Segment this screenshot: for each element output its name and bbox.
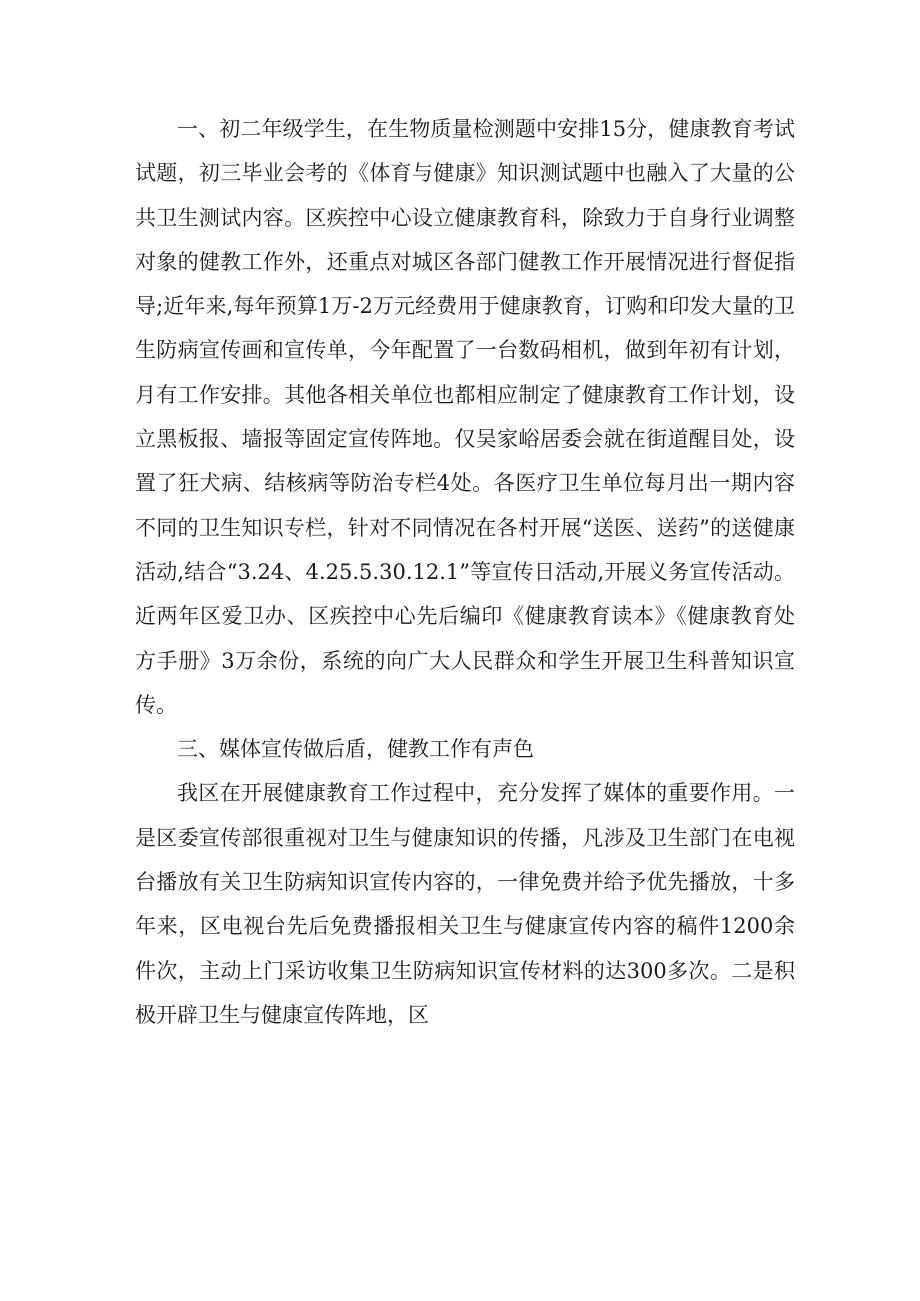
paragraph-health-education-activities: 一、初二年级学生，在生物质量检测题中安排15分，健康教育考试试题，初三毕业会考的《体育与健康》知识测试题中也融入了大量的公共卫生测试内容。区疾控中心设立健康教育科，除致力于自身行业调整对象的健教工作外，还重点对城区各部门健教工作开展情况进行督促指导;近年来,每年预算1万-2万元经费用于健康教育，订购和印发大量的卫生防病宣传画和宣传单，今年配置了一台数码相机，做到年初有计划，月有工作安排。其他各相关单位也都相应制定了健康教育工作计划，设立黑板报、墙报等固定宣传阵地。仅吴家峪居委会就在街道醒目处，设置了狂犬病、结核病等防治专栏4处。各医疗卫生单位每月出一期内容不同的卫生知识专栏，针对不同情况在各村开展“送医、送药”的送健康活动,结合“3.24、4.25.5.30.12.1”等宣传日活动,开展义务宣传活动。近两年区爱卫办、区疾控中心先后编印《健康教育读本》《健康教育处方手册》3万余份，系统的向广大人民群众和学生开展卫生科普知识宣传。	[135, 117, 795, 717]
document-body	[135, 107, 795, 1037]
section-heading-media-publicity: 三、媒体宣传做后盾，健教工作有声色	[177, 737, 534, 762]
paragraph-media-role: 我区在开展健康教育工作过程中，充分发挥了媒体的重要作用。一是区委宣传部很重视对卫生与健康知识的传播，凡涉及卫生部门在电视台播放有关卫生防病知识宣传内容的，一律免费并给予优先播放，十多年来，区电视台先后免费播报相关卫生与健康宣传内容的稿件1200余件次，主动上门采访收集卫生防病知识宣传材料的达300多次。二是积极开辟卫生与健康宣传阵地，区	[135, 781, 795, 1027]
